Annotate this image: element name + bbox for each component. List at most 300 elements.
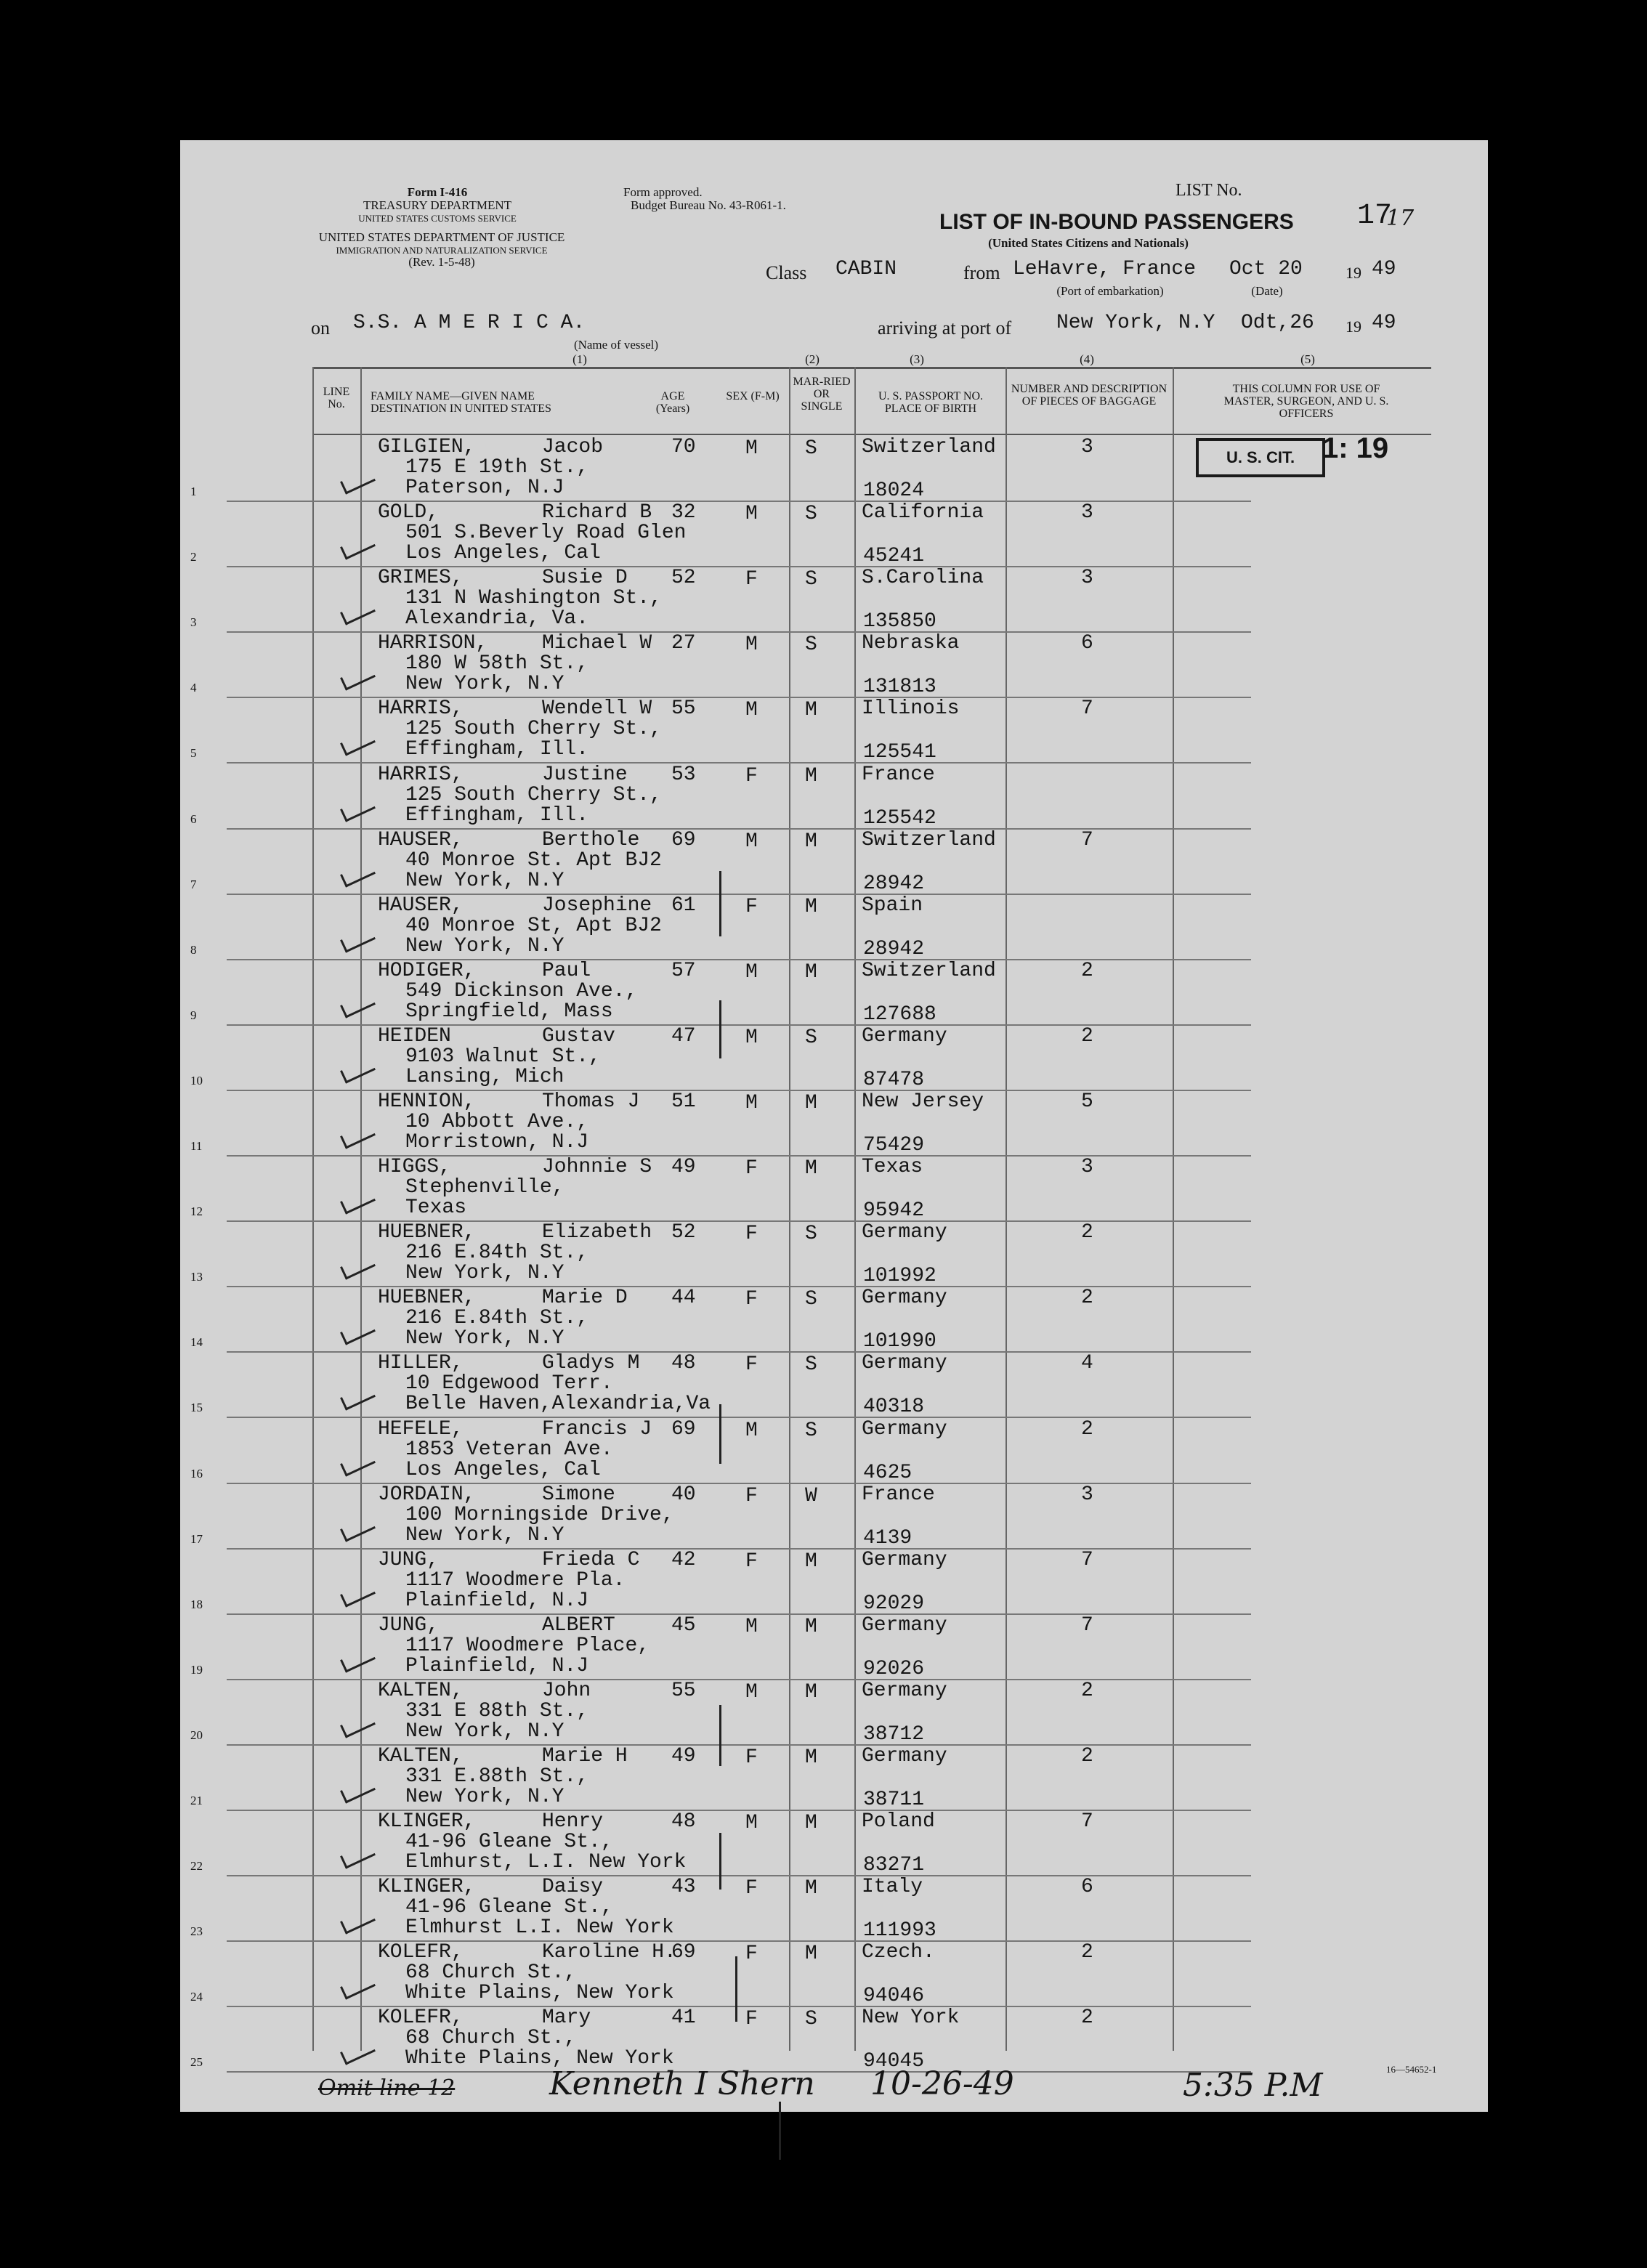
age: 48 <box>671 1810 696 1834</box>
place-of-birth: New Jersey <box>862 1090 984 1113</box>
sex: M <box>745 1680 758 1704</box>
passenger-row <box>180 895 1488 960</box>
address-line-1: 41-96 Gleane St., <box>405 1831 613 1854</box>
passport-number: 131813 <box>863 676 936 699</box>
line-number: 15 <box>190 1401 203 1415</box>
line-number: 12 <box>190 1204 203 1219</box>
passenger-row <box>180 764 1488 830</box>
sex: F <box>745 1353 758 1377</box>
baggage-count: 6 <box>1081 1876 1093 1899</box>
check-mark <box>340 2039 376 2065</box>
marital-status: M <box>805 1092 817 1114</box>
departure-year: 49 <box>1372 258 1396 280</box>
sex: M <box>745 437 758 460</box>
vessel-name-label: (Name of vessel) <box>573 338 659 352</box>
sex: M <box>745 1419 758 1442</box>
passenger-row <box>180 1550 1488 1615</box>
class-value: CABIN <box>835 258 897 280</box>
passenger-row <box>180 1287 1488 1353</box>
col-number-2: (2) <box>805 352 820 366</box>
check-mark <box>340 1057 376 1083</box>
line-number: 20 <box>190 1728 203 1742</box>
place-of-birth: Switzerland <box>862 959 996 982</box>
list-title: LIST OF IN-BOUND PASSENGERS <box>939 210 1294 234</box>
given-name: Gladys M <box>542 1352 640 1375</box>
address-line-1: Stephenville, <box>405 1176 564 1199</box>
date-label: (Date) <box>1251 284 1283 298</box>
passport-number: 75429 <box>863 1134 925 1157</box>
passenger-row <box>180 1091 1488 1157</box>
place-of-birth: Nebraska <box>862 632 960 655</box>
check-mark <box>340 533 376 559</box>
marital-status: S <box>805 437 817 460</box>
check-mark <box>340 1254 376 1280</box>
place-of-birth: Germany <box>862 1352 947 1375</box>
place-of-birth: Switzerland <box>862 436 996 458</box>
from-label: from <box>963 262 1000 283</box>
list-number: 17 <box>1357 200 1393 232</box>
passport-number: 45241 <box>863 545 925 568</box>
passport-number: 94046 <box>863 1985 925 2008</box>
address-line-2: New York, N.Y <box>405 934 564 957</box>
address-line-1: 501 S.Beverly Road Glen <box>405 522 687 545</box>
port-of-embarkation-label: (Port of embarkation) <box>1056 284 1164 298</box>
marital-status: S <box>805 503 817 526</box>
family-name: HENNION, <box>378 1090 476 1113</box>
family-name: KLINGER, <box>378 1876 476 1899</box>
marital-status: M <box>805 1812 817 1835</box>
sex: F <box>745 764 758 787</box>
address-line-1: 175 E 19th St., <box>405 456 589 479</box>
address-line-2: Morristown, N.J <box>405 1131 589 1154</box>
passport-number: 38711 <box>863 1789 925 1811</box>
age: 70 <box>671 436 696 458</box>
on-label: on <box>311 317 330 339</box>
passenger-row <box>180 1811 1488 1876</box>
family-name: HEFELE, <box>378 1417 464 1441</box>
given-name: Michael W <box>542 632 652 655</box>
baggage-count: 7 <box>1081 828 1093 851</box>
passport-number: 28942 <box>863 872 925 895</box>
passenger-list-sheet <box>180 140 1488 2112</box>
baggage-count: 7 <box>1081 1548 1093 1571</box>
baggage-count: 2 <box>1081 1287 1093 1310</box>
age: 42 <box>671 1548 696 1571</box>
header-age: AGE (Years) <box>655 390 690 415</box>
form-number: Form I-416 <box>407 185 468 199</box>
age: 51 <box>671 1090 696 1113</box>
line-number: 21 <box>190 1794 203 1807</box>
age: 41 <box>671 2006 696 2030</box>
given-name: Daisy <box>542 1876 604 1899</box>
passport-number: 111993 <box>863 1919 936 1943</box>
family-name: HUEBNER, <box>378 1287 476 1310</box>
ins-service: IMMIGRATION AND NATURALIZATION SERVICE <box>336 245 548 256</box>
marital-status: M <box>805 1615 817 1638</box>
marital-status: M <box>805 1877 817 1900</box>
signature-date: 10-26-49 <box>870 2065 1014 2102</box>
family-name: HODIGER, <box>378 959 476 982</box>
address-line-1: 40 Monroe St, Apt BJ2 <box>405 914 662 937</box>
address-line-1: 1117 Woodmere Pla. <box>405 1568 626 1592</box>
address-line-2: New York, N.Y <box>405 1262 564 1285</box>
passport-number: 94045 <box>863 2050 925 2073</box>
header-line-no: LINE No. <box>323 386 350 410</box>
place-of-birth: Germany <box>862 1679 947 1702</box>
check-mark <box>340 1777 376 1803</box>
sex: F <box>745 1746 758 1769</box>
check-mark <box>340 665 376 691</box>
passport-number: 28942 <box>863 937 925 960</box>
place-of-birth: Germany <box>862 1613 947 1637</box>
family-bracket <box>735 1956 737 2022</box>
given-name: Elizabeth <box>542 1221 652 1244</box>
year-prefix-2: 19 <box>1345 317 1361 336</box>
address-line-2: Los Angeles, Cal <box>405 1458 601 1481</box>
struck-annotation: Omit line 12 <box>318 2075 456 2101</box>
family-bracket <box>719 1705 721 1766</box>
line-number: 23 <box>190 1924 203 1939</box>
place-of-birth: Germany <box>862 1287 947 1310</box>
line-number: 10 <box>190 1073 203 1088</box>
given-name: Richard B <box>542 501 652 525</box>
header-married: MAR-RIED OR SINGLE <box>793 376 851 413</box>
passenger-row <box>180 502 1488 567</box>
year-prefix: 19 <box>1345 264 1361 282</box>
baggage-count: 2 <box>1081 1679 1093 1702</box>
baggage-count: 2 <box>1081 959 1093 982</box>
given-name: Paul <box>542 959 591 982</box>
given-name: Marie H <box>542 1745 628 1767</box>
department-of-justice: UNITED STATES DEPARTMENT OF JUSTICE <box>318 230 565 244</box>
baggage-count: 4 <box>1081 1352 1093 1375</box>
check-mark <box>340 861 376 887</box>
marital-status: M <box>805 960 817 984</box>
line-number: 14 <box>190 1335 203 1350</box>
place-of-birth: France <box>862 1483 935 1506</box>
age: 69 <box>671 1941 696 1964</box>
family-name: KLINGER, <box>378 1810 476 1834</box>
baggage-count: 3 <box>1081 501 1093 525</box>
baggage-count: 3 <box>1081 1156 1093 1179</box>
address-line-1: 331 E 88th St., <box>405 1699 589 1722</box>
sex: M <box>745 633 758 657</box>
line-number: 24 <box>190 1990 203 2004</box>
table-top-border <box>312 367 1431 369</box>
line-number: 8 <box>190 942 197 957</box>
passport-number: 40318 <box>863 1396 925 1419</box>
marital-status: S <box>805 1419 817 1442</box>
passenger-row <box>180 1680 1488 1746</box>
check-mark <box>340 795 376 822</box>
given-name: Jacob <box>542 436 604 458</box>
given-name: Gustav <box>542 1024 615 1048</box>
address-line-1: 125 South Cherry St., <box>405 783 662 806</box>
age: 44 <box>671 1287 696 1310</box>
address-line-2: New York, N.Y <box>405 1720 564 1743</box>
sex: F <box>745 1484 758 1507</box>
family-name: HUEBNER, <box>378 1221 476 1244</box>
baggage-count: 2 <box>1081 1417 1093 1441</box>
place-of-birth: Poland <box>862 1810 935 1834</box>
line-number: 3 <box>190 615 197 630</box>
family-name: KOLEFR, <box>378 1941 464 1964</box>
line-number: 13 <box>190 1270 203 1284</box>
check-mark <box>340 1908 376 1935</box>
baggage-count: 3 <box>1081 436 1093 458</box>
arrival-date: Odt,26 <box>1241 312 1314 334</box>
sex: M <box>745 699 758 722</box>
address-line-2: Elmhurst L.I. New York <box>405 1916 674 1940</box>
passenger-row <box>180 1942 1488 2007</box>
us-citizen-count: 1: 19 <box>1322 432 1389 464</box>
passenger-row <box>180 1419 1488 1484</box>
marital-status: W <box>805 1484 817 1507</box>
address-line-1: 125 South Cherry St., <box>405 718 662 741</box>
header-passport: U. S. PASSPORT NO. PLACE OF BIRTH <box>878 390 983 415</box>
family-name: HILLER, <box>378 1352 464 1375</box>
address-line-2: Effingham, Ill. <box>405 803 589 827</box>
address-line-2: White Plains, New York <box>405 1982 674 2005</box>
address-line-2: Lansing, Mich <box>405 1065 564 1088</box>
sex: F <box>745 2008 758 2031</box>
age: 69 <box>671 828 696 851</box>
address-line-2: Plainfield, N.J <box>405 1589 589 1612</box>
check-mark <box>340 992 376 1018</box>
given-name: John <box>542 1679 591 1702</box>
signature-time: 5:35 P.M <box>1183 2067 1323 2104</box>
address-line-1: 216 E.84th St., <box>405 1307 589 1330</box>
age: 45 <box>671 1613 696 1637</box>
given-name: Josephine <box>542 894 652 917</box>
marital-status: M <box>805 895 817 918</box>
family-bracket <box>719 1000 721 1058</box>
passport-number: 101990 <box>863 1330 936 1353</box>
marital-status: S <box>805 2008 817 2031</box>
line-number: 6 <box>190 811 197 826</box>
passenger-row <box>180 567 1488 633</box>
sex: M <box>745 1812 758 1835</box>
passport-number: 92026 <box>863 1657 925 1680</box>
given-name: Wendell W <box>542 697 652 721</box>
family-name: KALTEN, <box>378 1745 464 1767</box>
given-name: Berthole <box>542 828 640 851</box>
check-mark <box>340 1581 376 1607</box>
place-of-birth: S.Carolina <box>862 567 984 590</box>
address-line-1: 100 Morningside Drive, <box>405 1503 674 1526</box>
marital-status: M <box>805 1550 817 1573</box>
treasury-department: TREASURY DEPARTMENT <box>363 198 512 212</box>
given-name: ALBERT <box>542 1613 615 1637</box>
age: 48 <box>671 1352 696 1375</box>
family-name: JUNG, <box>378 1548 440 1571</box>
sex: M <box>745 1092 758 1114</box>
address-line-2: Paterson, N.J <box>405 477 564 499</box>
family-bracket <box>719 1833 721 1890</box>
address-line-1: 331 E.88th St., <box>405 1765 589 1788</box>
line-number: 18 <box>190 1597 203 1611</box>
check-mark <box>340 926 376 952</box>
check-mark <box>340 599 376 625</box>
age: 27 <box>671 632 696 655</box>
marital-status: S <box>805 1353 817 1377</box>
address-line-1: 549 Dickinson Ave., <box>405 979 638 1003</box>
officer-signature: Kenneth I Shern <box>549 2065 815 2102</box>
departure-date: Oct 20 <box>1229 258 1303 280</box>
passenger-row <box>180 2007 1488 2073</box>
family-name: HIGGS, <box>378 1156 451 1179</box>
arrival-port: New York, N.Y <box>1056 312 1215 334</box>
form-approved: Form approved. <box>623 185 703 199</box>
place-of-birth: Illinois <box>862 697 960 721</box>
sex: F <box>745 895 758 918</box>
baggage-count: 7 <box>1081 1810 1093 1834</box>
address-line-1: 41-96 Gleane St., <box>405 1896 613 1919</box>
age: 55 <box>671 697 696 721</box>
given-name: Frieda C <box>542 1548 640 1571</box>
passport-number: 127688 <box>863 1003 936 1026</box>
age: 47 <box>671 1024 696 1048</box>
form-code: 16—54652-1 <box>1386 2064 1437 2075</box>
given-name: Thomas J <box>542 1090 640 1113</box>
address-line-2: Plainfield, N.J <box>405 1654 589 1677</box>
address-line-1: 68 Church St., <box>405 1961 577 1985</box>
address-line-2: New York, N.Y <box>405 673 564 696</box>
baggage-count: 2 <box>1081 1024 1093 1048</box>
place-of-birth: Spain <box>862 894 923 917</box>
address-line-1: 68 Church St., <box>405 2027 577 2050</box>
line-number: 17 <box>190 1531 203 1546</box>
given-name: Susie D <box>542 567 628 590</box>
list-number-handwritten: 17 <box>1386 206 1415 231</box>
marital-status: S <box>805 1223 817 1246</box>
marital-status: M <box>805 1943 817 1966</box>
address-line-2: New York, N.Y <box>405 1523 564 1547</box>
passenger-row <box>180 698 1488 764</box>
given-name: Karoline H. <box>542 1941 676 1964</box>
age: 69 <box>671 1417 696 1441</box>
age: 49 <box>671 1745 696 1767</box>
address-line-2: New York, N.Y <box>405 1786 564 1808</box>
given-name: Francis J <box>542 1417 652 1441</box>
place-of-birth: Germany <box>862 1745 947 1767</box>
line-number: 22 <box>190 1859 203 1874</box>
marital-status: S <box>805 568 817 591</box>
marital-status: M <box>805 1746 817 1769</box>
marital-status: M <box>805 699 817 722</box>
check-mark <box>340 1122 376 1149</box>
line-number: 5 <box>190 746 197 761</box>
passenger-row <box>180 1353 1488 1418</box>
sex: M <box>745 830 758 853</box>
passenger-row <box>180 830 1488 895</box>
given-name: Johnnie S <box>542 1156 652 1179</box>
baggage-count: 3 <box>1081 1483 1093 1506</box>
passport-number: 38712 <box>863 1722 925 1746</box>
given-name: Justine <box>542 763 628 786</box>
address-line-1: 1117 Woodmere Place, <box>405 1634 650 1657</box>
port-of-embarkation: LeHavre, France <box>1013 258 1197 280</box>
check-mark <box>340 1319 376 1345</box>
address-line-2: Elmhurst, L.I. New York <box>405 1851 687 1874</box>
family-name: HARRIS, <box>378 697 464 721</box>
class-label: Class <box>766 262 807 283</box>
line-number: 1 <box>190 485 197 498</box>
line-number: 19 <box>190 1662 203 1677</box>
age: 43 <box>671 1876 696 1899</box>
marital-status: M <box>805 1680 817 1704</box>
customs-service: UNITED STATES CUSTOMS SERVICE <box>358 213 517 224</box>
family-name: KALTEN, <box>378 1679 464 1702</box>
list-subtitle: (United States Citizens and Nationals) <box>988 236 1189 250</box>
given-name: Marie D <box>542 1287 628 1310</box>
passenger-row <box>180 1157 1488 1222</box>
check-mark <box>340 730 376 756</box>
address-line-1: 216 E.84th St., <box>405 1242 589 1265</box>
sex: M <box>745 960 758 984</box>
check-mark <box>340 1188 376 1214</box>
place-of-birth: California <box>862 501 984 525</box>
check-mark <box>340 1712 376 1738</box>
age: 52 <box>671 1221 696 1244</box>
passport-number: 92029 <box>863 1592 925 1615</box>
age: 49 <box>671 1156 696 1179</box>
line-number: 7 <box>190 877 197 891</box>
place-of-birth: Germany <box>862 1024 947 1048</box>
check-mark <box>340 1646 376 1672</box>
family-name: KOLEFR, <box>378 2006 464 2030</box>
line-number: 16 <box>190 1466 203 1481</box>
sex: F <box>745 1877 758 1900</box>
family-name: JORDAIN, <box>378 1483 476 1506</box>
budget-bureau: Budget Bureau No. 43-R061-1. <box>631 198 786 212</box>
check-mark <box>340 1450 376 1476</box>
passport-number: 101992 <box>863 1265 936 1288</box>
sex: M <box>745 503 758 526</box>
given-name: Mary <box>542 2006 591 2030</box>
line-number: 25 <box>190 2055 203 2070</box>
baggage-count: 2 <box>1081 1941 1093 1964</box>
address-line-2: Los Angeles, Cal <box>405 542 601 565</box>
family-bracket <box>719 1404 721 1464</box>
given-name: Henry <box>542 1810 604 1834</box>
address-line-2: New York, N.Y <box>405 869 564 892</box>
address-line-2: Belle Haven,Alexandria,Va <box>405 1393 711 1416</box>
baggage-count: 6 <box>1081 632 1093 655</box>
col-number-5: (5) <box>1300 352 1315 366</box>
passenger-row <box>180 1746 1488 1811</box>
address-line-2: Effingham, Ill. <box>405 738 589 761</box>
passport-number: 125542 <box>863 806 936 830</box>
col-number-3: (3) <box>910 352 924 366</box>
passenger-row <box>180 437 1488 502</box>
header-officers-use: THIS COLUMN FOR USE OF MASTER, SURGEON, AND U. S. OFFICERS <box>1223 383 1389 420</box>
passport-number: 4139 <box>863 1526 912 1550</box>
marital-status: M <box>805 764 817 787</box>
place-of-birth: Germany <box>862 1221 947 1244</box>
passenger-row <box>180 1876 1488 1942</box>
family-name: HARRIS, <box>378 763 464 786</box>
passenger-row <box>180 1222 1488 1287</box>
baggage-count: 3 <box>1081 567 1093 590</box>
passport-number: 18024 <box>863 479 925 502</box>
place-of-birth: Czech. <box>862 1941 935 1964</box>
passport-number: 87478 <box>863 1068 925 1091</box>
line-number: 9 <box>190 1008 197 1022</box>
header-sex: SEX (F-M) <box>726 390 780 402</box>
address-line-2: White Plains, New York <box>405 2047 674 2070</box>
us-citizen-stamp: U. S. CIT. <box>1196 438 1325 477</box>
